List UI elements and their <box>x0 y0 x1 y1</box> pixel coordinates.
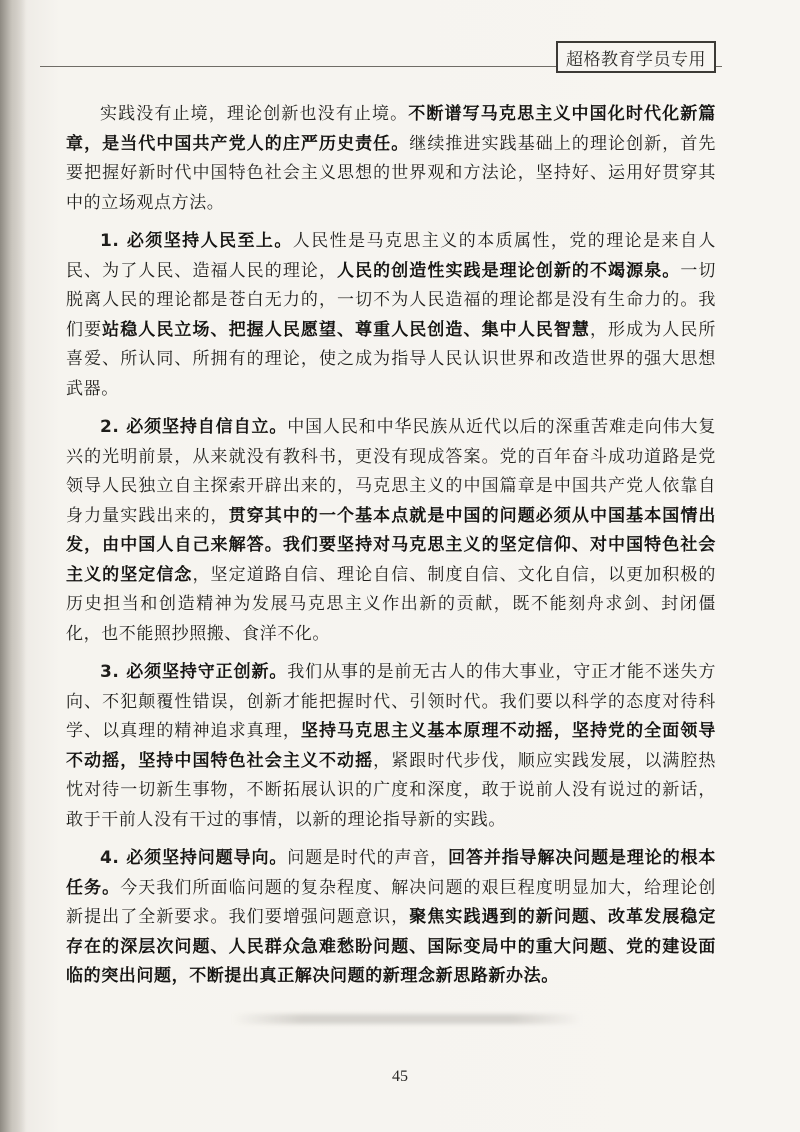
section-4-emphasis: 聚焦实践遇到的新问题、改革发展稳定存在的深层次问题、人民群众急难愁盼问题、国际变局中的重大问题、党的建设面临的突出问题，不断提出真正解决问题的新理念新思路新办法。 <box>66 907 716 986</box>
section-4-emphasis: 回答并指导解决问题是理论的根本任务。 <box>66 848 716 898</box>
section-2-number: 2. <box>100 417 127 437</box>
section-4-text: 问题是时代的声音， <box>287 848 449 868</box>
section-1-text: 一切脱离人民的理论都是苍白无力的，一切不为人民造福的理论都是没有生命力的。我们要 <box>66 260 716 340</box>
section-1-paragraph <box>66 227 716 404</box>
header-label: 超格教育学员专用 <box>556 41 716 73</box>
section-2-title: 必须坚持自信自立。 <box>126 417 288 437</box>
section-3-text: ，紧跟时代步伐，顺应实践发展，以满腔热忱对待一切新生事物，不断拓展认识的广度和深度，敢于说前人没有说过的新话，敢于干前人没有干过的事情，以新的理论指导新的实践。 <box>66 750 717 830</box>
section-4-paragraph <box>66 844 716 992</box>
intro-sentence-2: 不断谱写马克思主义中国化时代化新篇章，是当代中国共产党人的庄严历史责任。 <box>66 104 716 154</box>
section-2-text: ，坚定道路自信、理论自信、制度自信、文化自信，以更加积极的历史担当和创造精神为发展马克思主义作出新的贡献，既不能刻舟求剑、封闭僵化，也不能照抄照搬、食洋不化。 <box>66 564 716 644</box>
section-1-emphasis: 站稳人民立场、把握人民愿望、尊重人民创造、集中人民智慧 <box>102 319 590 340</box>
intro-paragraph <box>66 100 716 218</box>
section-1-text: ，形成为人民所喜爱、所认同、所拥有的理论，使之成为指导人民认识世界和改造世界的强大思想武器。 <box>66 319 716 399</box>
section-4-title: 必须坚持问题导向。 <box>126 848 288 868</box>
intro-sentence-1: 实践没有止境，理论创新也没有止境。 <box>100 104 409 124</box>
body-text <box>66 100 716 1001</box>
section-1-text: 人民性是马克思主义的本质属性，党的理论是来自人民、为了人民、造福人民的理论， <box>66 231 716 281</box>
bleed-through-smudge <box>232 1014 582 1024</box>
section-4-text: 今天我们所面临问题的复杂程度、解决问题的艰巨程度明显加大，给理论创新提出了全新要求。我们要增强问题意识， <box>66 877 716 927</box>
section-3-paragraph <box>66 658 716 835</box>
section-2-paragraph <box>66 413 716 649</box>
section-2-text: 中国人民和中华民族从近代以后的深重苦难走向伟大复兴的光明前景，从来就没有教科书，更没有现成答案。党的百年奋斗成功道路是党领导人民独立自主探索开辟出来的，马克思主义的中国篇章是中国共产党人依靠自身力量实践出来的， <box>66 417 716 526</box>
section-1-number: 1. <box>100 231 127 251</box>
section-1-emphasis: 人民的创造性实践是理论创新的不竭源泉。 <box>337 260 681 281</box>
section-3-number: 3. <box>100 662 127 682</box>
section-3-emphasis: 坚持马克思主义基本原理不动摇，坚持党的全面领导不动摇，坚持中国特色社会主义不动摇 <box>66 721 716 771</box>
section-1-title: 必须坚持人民至上。 <box>126 231 293 251</box>
section-2-emphasis: 贯穿其中的一个基本点就是中国的问题必须从中国基本国情出发，由中国人自己来解答。我们要坚持对马克思主义的坚定信仰、对中国特色社会主义的坚定信念 <box>66 505 716 585</box>
binding-shadow <box>0 0 26 1132</box>
section-4-number: 4. <box>100 848 127 868</box>
intro-sentence-3: 继续推进实践基础上的理论创新，首先要把握好新时代中国特色社会主义思想的世界观和方法论，坚持好、运用好贯穿其中的立场观点方法。 <box>66 133 716 213</box>
page-number: 45 <box>392 1068 408 1085</box>
section-3-title: 必须坚持守正创新。 <box>126 662 288 682</box>
section-3-text: 我们从事的是前无古人的伟大事业，守正才能不迷失方向、不犯颠覆性错误，创新才能把握时代、引领时代。我们要以科学的态度对待科学、以真理的精神追求真理， <box>66 662 716 741</box>
